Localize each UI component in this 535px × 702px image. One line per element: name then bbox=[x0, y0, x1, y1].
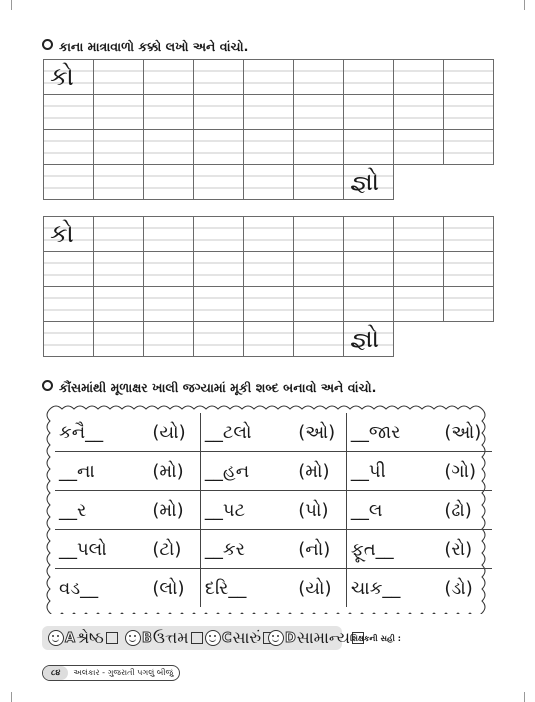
writing-cell[interactable] bbox=[244, 287, 294, 322]
word-blank[interactable]: ફૂત__ bbox=[346, 530, 444, 569]
smiley-icon bbox=[125, 630, 141, 646]
writing-cell[interactable] bbox=[294, 217, 344, 252]
word-blank[interactable]: ચાક__ bbox=[350, 577, 401, 599]
letter-option: (રો) bbox=[444, 530, 492, 569]
letter-option: (ટો) bbox=[152, 530, 200, 569]
table-row bbox=[55, 452, 492, 491]
writing-cell[interactable] bbox=[44, 130, 94, 165]
word-blank[interactable]: વડ__ bbox=[59, 577, 99, 599]
grade-checkbox[interactable] bbox=[106, 632, 118, 644]
grade-checkbox[interactable] bbox=[191, 632, 203, 644]
writing-cell[interactable] bbox=[94, 217, 144, 252]
writing-cell[interactable] bbox=[44, 322, 94, 357]
scalloped-frame bbox=[44, 403, 492, 614]
writing-cell[interactable] bbox=[144, 322, 194, 357]
word-blank[interactable]: __પી bbox=[346, 452, 444, 491]
smiley-icon bbox=[48, 630, 64, 646]
crop-mark bbox=[524, 0, 525, 10]
word-blank[interactable]: __લ bbox=[346, 491, 444, 530]
page-footer bbox=[42, 665, 180, 681]
writing-cell[interactable] bbox=[194, 165, 244, 200]
grade-letter: C bbox=[222, 630, 232, 646]
writing-cell[interactable] bbox=[144, 60, 194, 95]
writing-cell[interactable] bbox=[194, 322, 244, 357]
letter-option: (ગો) bbox=[444, 452, 492, 491]
word-blank[interactable]: __હન bbox=[200, 452, 298, 491]
writing-cell[interactable] bbox=[144, 217, 194, 252]
grade-letter: D bbox=[285, 630, 296, 646]
writing-cell[interactable] bbox=[44, 217, 94, 252]
book-title: અલંકાર - ગુજરાતી પગલું બીજું bbox=[73, 668, 174, 677]
letter-option: (મો) bbox=[298, 452, 346, 491]
writing-cell[interactable] bbox=[144, 95, 194, 130]
word-blank[interactable]: __જાર bbox=[346, 413, 444, 452]
writing-grid-2 bbox=[43, 216, 494, 357]
writing-cell[interactable] bbox=[94, 60, 144, 95]
crop-mark bbox=[524, 692, 525, 702]
writing-cell[interactable] bbox=[194, 217, 244, 252]
writing-cell[interactable] bbox=[394, 252, 444, 287]
grade-label: સારું bbox=[232, 628, 262, 647]
table-row bbox=[55, 491, 492, 530]
writing-cell[interactable] bbox=[94, 252, 144, 287]
word-blank[interactable]: __ટલો bbox=[200, 413, 298, 452]
writing-cell[interactable] bbox=[294, 165, 344, 200]
grade-a bbox=[48, 629, 118, 647]
writing-cell[interactable] bbox=[144, 287, 194, 322]
bullet-icon bbox=[42, 380, 53, 391]
writing-cell[interactable] bbox=[444, 60, 494, 95]
writing-cell[interactable] bbox=[344, 287, 394, 322]
writing-cell[interactable] bbox=[94, 287, 144, 322]
writing-cell[interactable] bbox=[94, 130, 144, 165]
letter-option: (મો) bbox=[152, 491, 200, 530]
table-row bbox=[55, 413, 492, 452]
word-blank[interactable]: દરિ__ bbox=[204, 577, 247, 599]
letter-option: (યો) bbox=[298, 569, 346, 608]
letter-option: (પો) bbox=[298, 491, 346, 530]
end-glyph: જ્ઞો bbox=[350, 167, 380, 196]
table-row bbox=[55, 569, 492, 608]
smiley-icon bbox=[205, 630, 221, 646]
writing-cell[interactable] bbox=[344, 95, 394, 130]
letter-option: (ડો) bbox=[444, 577, 473, 599]
word-blank[interactable]: __પટ bbox=[200, 491, 298, 530]
word-blank[interactable]: __કર bbox=[200, 530, 298, 569]
letter-option: (મો) bbox=[152, 452, 200, 491]
letter-option: (લો) bbox=[152, 569, 200, 608]
writing-cell[interactable] bbox=[444, 217, 494, 252]
bullet-icon bbox=[42, 39, 53, 50]
writing-cell[interactable] bbox=[244, 165, 294, 200]
letter-option: (ઓ) bbox=[444, 413, 492, 452]
writing-cell[interactable] bbox=[44, 252, 94, 287]
grade-letter: A bbox=[65, 630, 76, 646]
writing-cell[interactable] bbox=[344, 217, 394, 252]
word-blank[interactable]: __પલો bbox=[55, 530, 152, 569]
writing-cell[interactable] bbox=[44, 287, 94, 322]
writing-cell[interactable] bbox=[394, 60, 444, 95]
letter-option: (ઢો) bbox=[444, 491, 492, 530]
start-glyph: કો bbox=[50, 219, 74, 248]
writing-cell[interactable] bbox=[444, 130, 494, 165]
grade-label: શ્રેષ્ઠ bbox=[76, 628, 104, 647]
writing-cell[interactable] bbox=[244, 60, 294, 95]
grade-c bbox=[205, 629, 275, 647]
writing-cell[interactable] bbox=[194, 252, 244, 287]
empty-space bbox=[444, 322, 494, 357]
writing-cell[interactable] bbox=[444, 252, 494, 287]
writing-cell[interactable] bbox=[144, 252, 194, 287]
writing-cell[interactable] bbox=[194, 95, 244, 130]
writing-cell[interactable] bbox=[244, 217, 294, 252]
writing-cell[interactable] bbox=[394, 130, 444, 165]
writing-cell[interactable] bbox=[244, 95, 294, 130]
empty-space bbox=[394, 165, 444, 200]
writing-cell[interactable] bbox=[344, 322, 394, 357]
crop-mark bbox=[11, 692, 12, 702]
start-glyph: કો bbox=[50, 62, 74, 91]
letter-option: (નો) bbox=[298, 530, 346, 569]
page-number: ૮૪ bbox=[43, 666, 68, 680]
word-blank[interactable]: કનૈ__ bbox=[55, 413, 152, 452]
writing-cell[interactable] bbox=[394, 217, 444, 252]
word-table bbox=[55, 413, 492, 607]
writing-cell[interactable] bbox=[194, 60, 244, 95]
section2-heading: કૌંસમાંથી મૂળાક્ષર ખાલી જગ્યામાં મૂકી શબ્દ બનાવો અને વાંચો. bbox=[42, 380, 376, 396]
grade-letter: B bbox=[142, 630, 152, 646]
writing-cell[interactable] bbox=[144, 165, 194, 200]
writing-cell[interactable] bbox=[244, 130, 294, 165]
table-row bbox=[55, 530, 492, 569]
smiley-icon bbox=[268, 630, 284, 646]
writing-cell[interactable] bbox=[194, 130, 244, 165]
crop-mark bbox=[11, 0, 12, 10]
writing-cell[interactable] bbox=[294, 60, 344, 95]
end-glyph: જ્ઞો bbox=[350, 324, 380, 353]
writing-cell[interactable] bbox=[294, 130, 344, 165]
writing-cell[interactable] bbox=[194, 287, 244, 322]
empty-space bbox=[444, 165, 494, 200]
grade-label: સામાન્ય bbox=[296, 628, 351, 647]
section1-heading: કાના માત્રાવાળો કક્કો લખો અને વાંચો. bbox=[42, 39, 248, 55]
writing-cell[interactable] bbox=[44, 60, 94, 95]
writing-cell[interactable] bbox=[444, 287, 494, 322]
writing-cell[interactable] bbox=[444, 95, 494, 130]
empty-space bbox=[394, 322, 444, 357]
writing-cell[interactable] bbox=[44, 95, 94, 130]
writing-cell[interactable] bbox=[344, 252, 394, 287]
writing-cell[interactable] bbox=[294, 95, 344, 130]
writing-cell[interactable] bbox=[44, 165, 94, 200]
letter-option: (યો) bbox=[152, 413, 200, 452]
teacher-signature-label: શિક્ષકની સહી : bbox=[350, 634, 401, 643]
word-blank[interactable]: __ર bbox=[55, 491, 152, 530]
writing-cell[interactable] bbox=[94, 165, 144, 200]
writing-cell[interactable] bbox=[344, 60, 394, 95]
letter-option: (ઓ) bbox=[298, 413, 346, 452]
writing-cell[interactable] bbox=[294, 252, 344, 287]
writing-grid-1 bbox=[43, 59, 494, 200]
grade-b bbox=[125, 629, 203, 647]
writing-cell[interactable] bbox=[144, 130, 194, 165]
writing-cell[interactable] bbox=[344, 165, 394, 200]
writing-cell[interactable] bbox=[94, 95, 144, 130]
grade-label: ઉત્તમ bbox=[152, 628, 189, 647]
writing-cell[interactable] bbox=[294, 322, 344, 357]
writing-cell[interactable] bbox=[244, 322, 294, 357]
writing-cell[interactable] bbox=[394, 95, 444, 130]
writing-cell[interactable] bbox=[294, 287, 344, 322]
writing-cell[interactable] bbox=[244, 252, 294, 287]
writing-cell[interactable] bbox=[344, 130, 394, 165]
word-blank[interactable]: __ના bbox=[55, 452, 152, 491]
writing-cell[interactable] bbox=[94, 322, 144, 357]
writing-cell[interactable] bbox=[394, 287, 444, 322]
